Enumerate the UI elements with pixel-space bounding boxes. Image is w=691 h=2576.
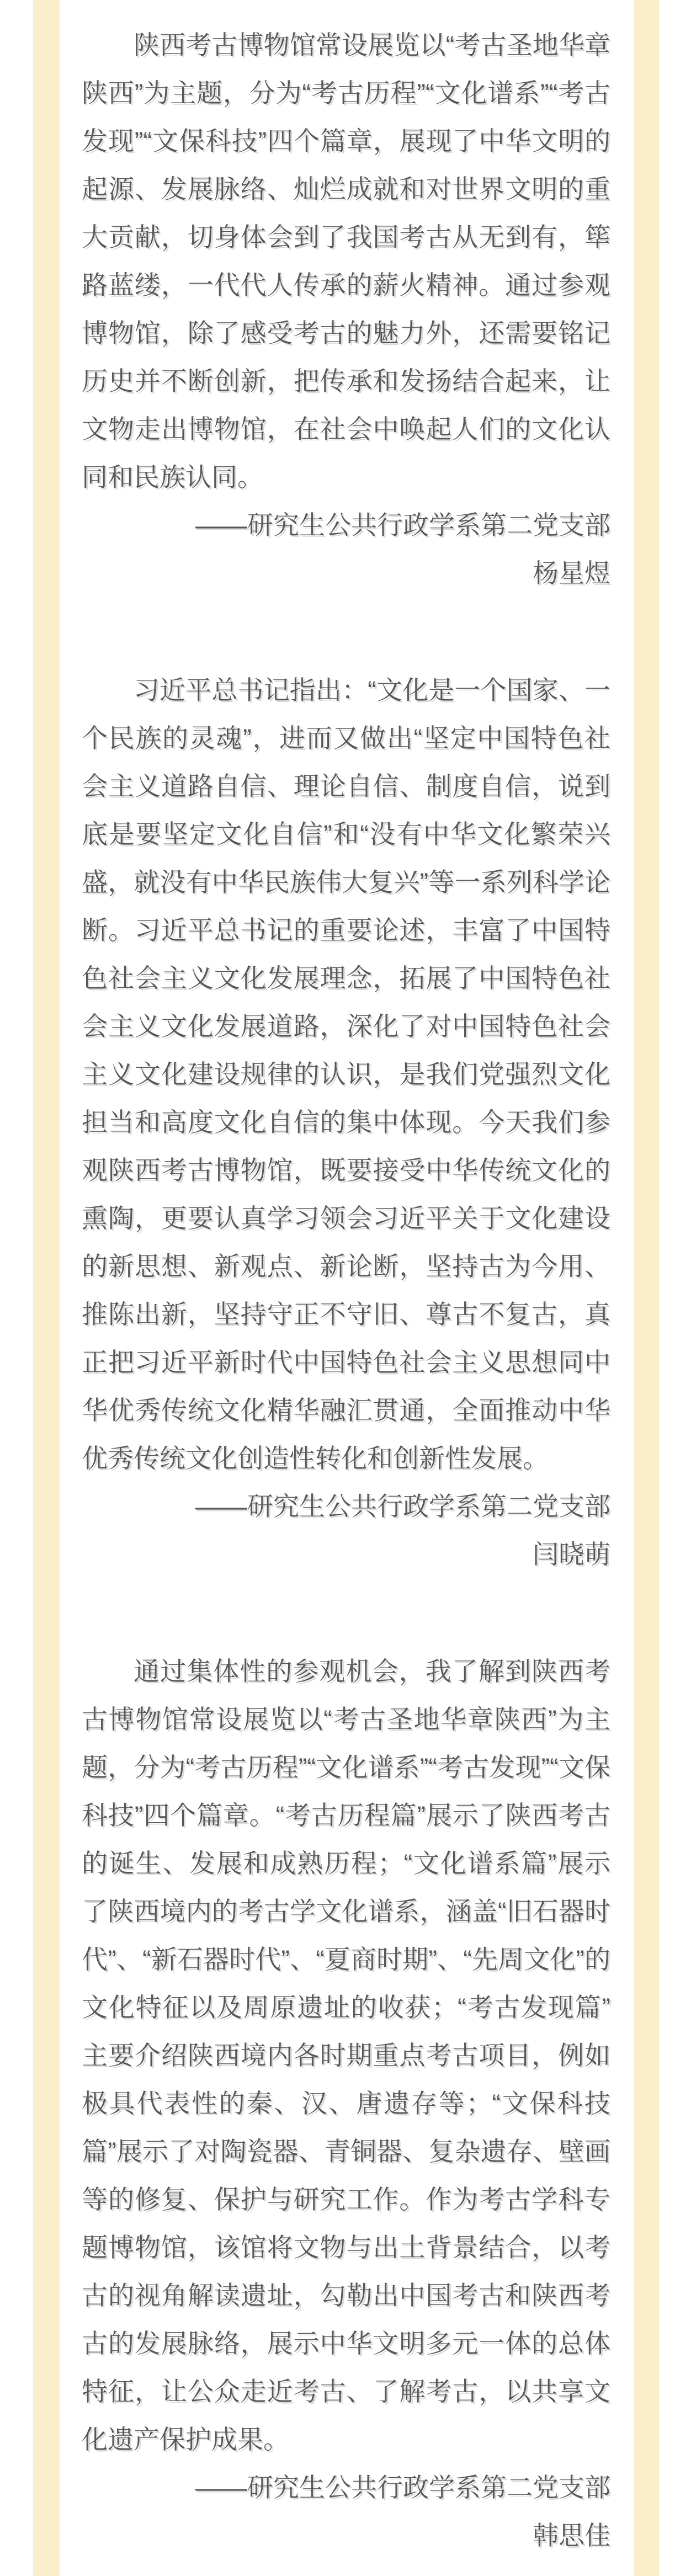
left-accent-stripe	[33, 0, 60, 2576]
attribution-line: ——研究生公共行政学系第二党支部	[195, 2473, 610, 2502]
testimonial-paragraph: 陕西考古博物馆常设展览以“考古圣地华章陕西”为主题，分为“考古历程”“文化谱系”“考古发现”“文保科技”四个篇章，展现了中华文明的起源、发展脉络、灿烂成就和对世界文明的重大贡献，切身体会到了我国考古从无到有，筚路蓝缕，一代代人传承的薪火精神。通过参观博物馆，除了感受考古的魅力外，还需要铭记历史并不断创新，把传承和发扬结合起来，让文物走出博物馆，在社会中唤起人们的文化认同和民族认同。	[82, 30, 610, 492]
testimonial-paragraph: 习近平总书记指出：“文化是一个国家、一个民族的灵魂”，进而又做出“坚定中国特色社会主义道路自信、理论自信、制度自信，说到底是要坚定文化自信”和“没有中华文化繁荣兴盛，就没有中华民族伟大复兴”等一系列科学论断。习近平总书记的重要论述，丰富了中国特色社会主义文化发展理念，拓展了中国特色社会主义文化发展道路，深化了对中国特色社会主义文化建设规律的认识，是我们党强烈文化担当和高度文化自信的集中体现。今天我们参观陕西考古博物馆，既要接受中华传统文化的熏陶，更要认真学习领会习近平关于文化建设的新思想、新观点、新论断，坚持古为今用、推陈出新，坚持守正不守旧、尊古不复古，真正把习近平新时代中国特色社会主义思想同中华优秀传统文化精华融汇贯通，全面推动中华优秀传统文化创造性转化和创新性发展。	[82, 675, 610, 1473]
attribution-line: ——研究生公共行政学系第二党支部	[195, 510, 610, 540]
testimonial-paragraph: 通过集体性的参观机会，我了解到陕西考古博物馆常设展览以“考古圣地华章陕西”为主题，分为“考古历程”“文化谱系”“考古发现”“文保科技”四个篇章。“考古历程篇”展示了陕西考古的诞生、发展和成熟历程；“文化谱系篇”展示了陕西境内的考古学文化谱系，涵盖“旧石器时代”、“新石器时代”、“夏商时期”、“先周文化”的文化特征以及周原遗址的收获；“考古发现篇”主要介绍陕西境内各时期重点考古项目，例如极具代表性的秦、汉、唐遗存等；“文保科技篇”展示了对陶瓷器、青铜器、复杂遗存、壁画等的修复、保护与研究工作。作为考古学科专题博物馆，该馆将文物与出土背景结合，以考古的视角解读遗址，勾勒出中国考古和陕西考古的发展脉络，展示中华文明多元一体的总体特征，让公众走近考古、了解考古，以共享文化遗产保护成果。	[82, 1657, 610, 2454]
signature-name: 闫晓萌	[533, 1540, 610, 1569]
article-body	[82, 0, 610, 2576]
testimonial-section	[82, 1647, 610, 2559]
right-accent-stripe	[634, 0, 659, 2576]
signature-name: 杨星煜	[533, 558, 610, 588]
testimonial-section	[82, 21, 610, 597]
signature-name: 韩思佳	[533, 2521, 610, 2550]
attribution-line: ——研究生公共行政学系第二党支部	[195, 1492, 610, 1521]
testimonial-section	[82, 666, 610, 1578]
